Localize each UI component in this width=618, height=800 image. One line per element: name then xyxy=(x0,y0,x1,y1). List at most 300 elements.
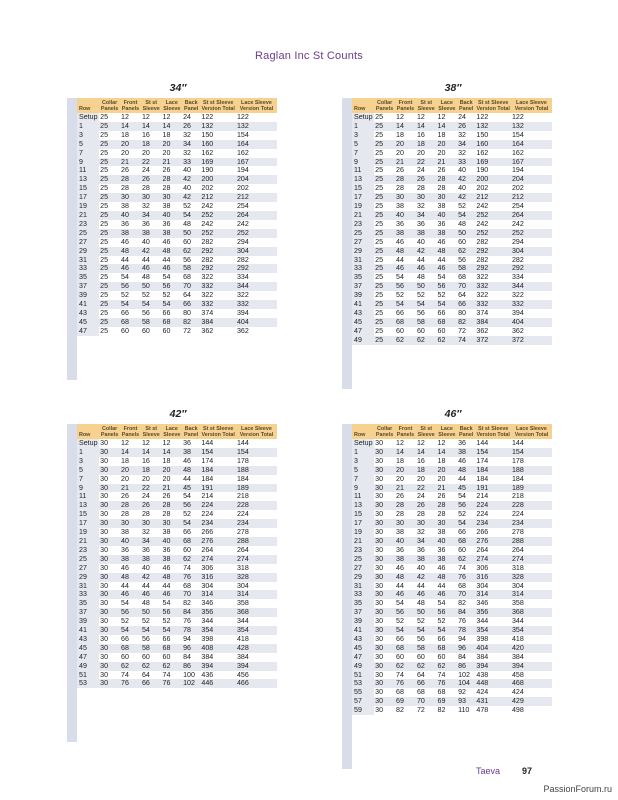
table-row xyxy=(352,309,552,318)
count-cell: 218 xyxy=(236,492,249,501)
count-cell: 38 xyxy=(141,555,162,564)
count-cell: 25 xyxy=(100,291,109,300)
count-cell: 84 xyxy=(182,608,200,617)
count-cell: 26 xyxy=(162,166,171,175)
count-cell: 48 xyxy=(437,573,458,582)
count-cell: 40 xyxy=(120,211,141,220)
count-cell: 38 xyxy=(395,555,416,564)
count-cell: 154 xyxy=(236,448,277,457)
count-cell: 28 xyxy=(121,184,129,193)
count-cell: 204 xyxy=(236,175,277,184)
count-cell: 30 xyxy=(99,466,120,475)
count-cell: 52 xyxy=(121,291,129,300)
count-cell: 18 xyxy=(141,466,162,475)
count-cell: 26 xyxy=(457,122,475,131)
count-cell: 252 xyxy=(200,229,236,238)
count-cell: 20 xyxy=(141,474,150,483)
row-number-cell: 17 xyxy=(352,193,374,202)
column-header: Row xyxy=(352,424,374,439)
header-row xyxy=(77,98,277,113)
column-header: Lace Sleeve xyxy=(438,100,456,112)
count-cell: 94 xyxy=(458,634,466,643)
count-cell: 20 xyxy=(437,148,446,157)
count-cell: 20 xyxy=(121,474,129,483)
count-cell: 30 xyxy=(375,528,384,537)
count-cell: 191 xyxy=(475,484,511,493)
column-header: St st Sleeve Version Total xyxy=(476,100,510,112)
count-cell: 62 xyxy=(416,336,437,345)
row-number-cell: 33 xyxy=(352,264,374,273)
table-row xyxy=(352,166,552,175)
count-cell: 33 xyxy=(182,158,200,167)
count-cell: 62 xyxy=(162,662,183,671)
count-cell: 30 xyxy=(374,466,395,475)
count-cell: 32 xyxy=(458,130,466,139)
count-cell: 26 xyxy=(416,501,437,510)
count-cell: 154 xyxy=(475,448,511,457)
count-cell: 32 xyxy=(141,202,150,211)
count-cell: 30 xyxy=(100,528,109,537)
count-cell: 38 xyxy=(437,528,446,537)
count-cell: 368 xyxy=(236,608,277,617)
stitch-count-table xyxy=(352,424,552,715)
count-cell: 332 xyxy=(475,282,511,291)
count-cell: 20 xyxy=(396,148,404,157)
count-cell: 68 xyxy=(437,644,458,653)
count-cell: 466 xyxy=(236,679,277,688)
count-cell: 54 xyxy=(121,273,129,282)
table-row xyxy=(352,184,552,193)
count-cell: 44 xyxy=(396,581,404,590)
table-row xyxy=(352,291,552,300)
count-cell: 26 xyxy=(416,175,437,184)
count-cell: 46 xyxy=(416,590,437,599)
table-row xyxy=(352,475,552,484)
count-cell: 20 xyxy=(395,466,416,475)
count-cell: 56 xyxy=(416,634,425,643)
table-row xyxy=(77,626,277,635)
table-row xyxy=(77,309,277,318)
table-row xyxy=(77,220,277,229)
row-number-cell: 5 xyxy=(77,466,99,475)
row-number-cell: 29 xyxy=(352,573,374,582)
count-cell: 30 xyxy=(374,519,395,528)
count-cell: 52 xyxy=(162,291,171,300)
count-cell: 372 xyxy=(511,336,552,345)
count-cell: 52 xyxy=(141,617,150,626)
count-cell: 25 xyxy=(375,308,384,317)
table-row xyxy=(77,457,277,466)
column-header: Lace Sleeve Version Total xyxy=(511,98,552,113)
count-cell: 48 xyxy=(141,273,150,282)
count-cell: 102 xyxy=(458,670,470,679)
count-cell: 30 xyxy=(100,474,109,483)
count-cell: 48 xyxy=(416,273,425,282)
table-row xyxy=(352,327,552,336)
table-row xyxy=(77,291,277,300)
row-number-cell: 39 xyxy=(352,291,374,300)
count-cell: 278 xyxy=(236,528,249,537)
count-cell: 288 xyxy=(511,537,552,546)
table-row xyxy=(77,653,277,662)
count-cell: 322 xyxy=(476,273,489,282)
row-number-cell: 23 xyxy=(77,546,99,555)
count-cell: 428 xyxy=(236,644,277,653)
count-cell: 16 xyxy=(141,130,150,139)
column-header: Back Panel xyxy=(459,426,474,438)
row-number-cell: 27 xyxy=(77,564,99,573)
row-number-cell: 11 xyxy=(352,166,374,175)
count-cell: 66 xyxy=(437,634,446,643)
table-row xyxy=(77,510,277,519)
count-cell: 25 xyxy=(100,237,109,246)
count-cell: 167 xyxy=(511,158,552,167)
count-cell: 60 xyxy=(183,545,191,554)
count-cell: 56 xyxy=(183,255,191,264)
count-cell: 30 xyxy=(374,626,395,635)
count-cell: 38 xyxy=(396,202,404,211)
row-number-cell: 55 xyxy=(352,688,374,697)
column-header: Back Panel xyxy=(459,100,474,112)
row-number-cell: 7 xyxy=(352,149,374,158)
count-cell: 294 xyxy=(236,237,249,246)
count-cell: 25 xyxy=(374,264,395,273)
count-cell: 66 xyxy=(457,300,475,309)
count-cell: 30 xyxy=(375,688,384,697)
count-cell: 52 xyxy=(416,617,425,626)
count-cell: 456 xyxy=(236,670,249,679)
count-cell: 46 xyxy=(162,590,183,599)
count-cell: 76 xyxy=(437,679,458,688)
count-cell: 48 xyxy=(141,599,150,608)
count-cell: 12 xyxy=(121,113,129,121)
row-number-cell: 23 xyxy=(352,546,374,555)
row-number-cell: 51 xyxy=(352,671,374,680)
count-cell: 44 xyxy=(437,581,446,590)
count-cell: 66 xyxy=(396,308,404,317)
row-number-cell: Setup xyxy=(79,439,98,447)
count-cell: 52 xyxy=(437,617,446,626)
count-cell: 189 xyxy=(511,484,552,493)
count-cell: 52 xyxy=(458,202,466,211)
count-cell: 40 xyxy=(416,563,425,572)
table-row xyxy=(352,492,552,501)
count-cell: 14 xyxy=(120,122,141,131)
count-cell: 20 xyxy=(162,140,183,149)
size-title: 34″ xyxy=(169,82,187,94)
count-cell: 21 xyxy=(395,158,416,167)
count-cell: 12 xyxy=(162,439,171,447)
count-cell: 184 xyxy=(511,474,524,483)
count-cell: 68 xyxy=(396,688,404,697)
count-cell: 46 xyxy=(162,237,171,246)
count-cell: 54 xyxy=(457,211,475,220)
count-cell: 18 xyxy=(396,456,404,465)
count-cell: 62 xyxy=(395,336,416,345)
count-cell: 58 xyxy=(182,264,200,273)
count-cell: 56 xyxy=(437,608,458,617)
row-number-cell: 15 xyxy=(77,510,99,519)
stitch-count-table xyxy=(77,424,277,688)
column-header: St st Sleeve xyxy=(417,100,435,112)
count-cell: 54 xyxy=(395,626,416,635)
row-number-cell: 11 xyxy=(352,492,374,501)
count-cell: 60 xyxy=(416,326,425,335)
count-cell: 224 xyxy=(236,510,249,519)
count-cell: 200 xyxy=(200,175,236,184)
count-cell: 394 xyxy=(236,308,249,317)
count-cell: 18 xyxy=(162,456,171,465)
table-row xyxy=(352,555,552,564)
count-cell: 25 xyxy=(375,202,384,211)
count-cell: 12 xyxy=(437,113,446,121)
count-cell: 30 xyxy=(374,501,395,510)
row-number-cell: 13 xyxy=(352,501,374,510)
count-cell: 25 xyxy=(374,158,395,167)
count-cell: 328 xyxy=(236,573,277,582)
count-cell: 332 xyxy=(511,300,552,309)
count-cell: 28 xyxy=(396,184,404,193)
count-cell: 25 xyxy=(375,148,384,157)
count-cell: 282 xyxy=(511,255,524,264)
count-cell: 30 xyxy=(100,581,109,590)
count-cell: 38 xyxy=(416,229,437,238)
table-row xyxy=(352,626,552,635)
count-cell: 52 xyxy=(416,291,425,300)
count-cell: 292 xyxy=(200,264,236,273)
count-cell: 25 xyxy=(100,326,109,335)
count-cell: 86 xyxy=(182,662,200,671)
count-cell: 242 xyxy=(201,202,214,211)
count-cell: 68 xyxy=(162,318,183,327)
count-cell: 48 xyxy=(162,247,183,256)
count-cell: 154 xyxy=(511,448,552,457)
row-number-cell: 11 xyxy=(77,166,99,175)
count-cell: 25 xyxy=(100,202,109,211)
count-cell: 44 xyxy=(183,474,191,483)
count-cell: 18 xyxy=(437,130,446,139)
row-number-cell: 43 xyxy=(352,309,374,318)
count-cell: 362 xyxy=(236,326,249,335)
row-number-cell: 47 xyxy=(352,653,374,662)
count-cell: 36 xyxy=(396,545,404,554)
row-number-cell: 1 xyxy=(77,122,99,131)
count-cell: 38 xyxy=(120,229,141,238)
row-shade xyxy=(342,424,352,769)
count-cell: 38 xyxy=(437,555,458,564)
table-row xyxy=(77,519,277,528)
count-cell: 46 xyxy=(437,264,458,273)
count-cell: 34 xyxy=(457,140,475,149)
count-cell: 20 xyxy=(437,474,446,483)
count-cell: 18 xyxy=(416,466,437,475)
row-number-cell: Setup xyxy=(79,113,98,121)
count-cell: 362 xyxy=(201,326,214,335)
count-cell: 52 xyxy=(458,510,466,519)
count-cell: 30 xyxy=(100,439,109,447)
count-cell: 288 xyxy=(236,537,277,546)
count-cell: 48 xyxy=(162,573,183,582)
count-cell: 44 xyxy=(437,255,446,264)
count-cell: 374 xyxy=(476,308,489,317)
count-cell: 25 xyxy=(375,219,384,228)
count-cell: 242 xyxy=(476,219,489,228)
count-cell: 278 xyxy=(511,528,524,537)
count-cell: 404 xyxy=(511,318,552,327)
count-cell: 202 xyxy=(201,184,214,193)
table-row xyxy=(352,113,552,122)
count-cell: 28 xyxy=(141,510,150,519)
count-cell: 46 xyxy=(416,264,437,273)
row-number-cell: 47 xyxy=(77,327,99,336)
row-number-cell: 37 xyxy=(352,608,374,617)
count-cell: 52 xyxy=(396,291,404,300)
count-cell: 234 xyxy=(200,519,236,528)
count-cell: 498 xyxy=(511,706,524,715)
count-cell: 25 xyxy=(99,193,120,202)
count-cell: 242 xyxy=(511,219,524,228)
count-cell: 30 xyxy=(99,644,120,653)
count-cell: 62 xyxy=(141,662,162,671)
count-cell: 54 xyxy=(121,599,129,608)
page-number: 97 xyxy=(522,766,533,776)
count-cell: 92 xyxy=(458,688,466,697)
count-cell: 282 xyxy=(476,237,489,246)
table-row xyxy=(352,220,552,229)
count-cell: 384 xyxy=(475,318,511,327)
count-cell: 56 xyxy=(395,608,416,617)
count-cell: 12 xyxy=(121,439,129,447)
page-title: Raglan Inc St Counts xyxy=(255,50,363,62)
count-cell: 54 xyxy=(120,300,141,309)
row-number-cell: 35 xyxy=(352,273,374,282)
count-cell: 26 xyxy=(121,166,129,175)
row-number-cell: 7 xyxy=(77,149,99,158)
table-row xyxy=(352,264,552,273)
count-cell: 394 xyxy=(200,662,236,671)
count-cell: 344 xyxy=(511,617,524,626)
count-cell: 21 xyxy=(120,484,141,493)
count-cell: 24 xyxy=(458,113,466,121)
count-cell: 132 xyxy=(236,122,277,131)
count-cell: 30 xyxy=(120,519,141,528)
count-cell: 40 xyxy=(458,184,466,193)
count-cell: 30 xyxy=(100,634,109,643)
count-cell: 358 xyxy=(236,599,249,608)
count-cell: 94 xyxy=(183,634,191,643)
count-cell: 36 xyxy=(437,545,446,554)
count-cell: 252 xyxy=(200,211,236,220)
row-number-cell: 37 xyxy=(77,282,99,291)
count-cell: 25 xyxy=(100,148,109,157)
count-cell: 26 xyxy=(182,122,200,131)
count-cell: 36 xyxy=(437,219,446,228)
count-cell: 18 xyxy=(437,456,446,465)
count-cell: 58 xyxy=(416,644,437,653)
count-cell: 40 xyxy=(395,537,416,546)
count-cell: 28 xyxy=(416,510,425,519)
column-header: Lace Sleeve xyxy=(163,100,181,112)
count-cell: 14 xyxy=(141,122,162,131)
count-cell: 54 xyxy=(416,300,437,309)
count-cell: 96 xyxy=(457,644,475,653)
count-cell: 372 xyxy=(475,336,511,345)
count-cell: 56 xyxy=(162,282,183,291)
count-cell: 30 xyxy=(375,492,384,501)
count-cell: 304 xyxy=(511,581,524,590)
count-cell: 22 xyxy=(141,484,162,493)
count-cell: 25 xyxy=(374,282,395,291)
table-row xyxy=(352,679,552,688)
table-row xyxy=(77,608,277,617)
count-cell: 304 xyxy=(476,581,489,590)
row-number-cell: 13 xyxy=(77,501,99,510)
count-cell: 184 xyxy=(476,474,489,483)
count-cell: 404 xyxy=(236,318,277,327)
row-number-cell: 29 xyxy=(352,247,374,256)
count-cell: 28 xyxy=(120,175,141,184)
count-cell: 25 xyxy=(99,282,120,291)
row-number-cell: 7 xyxy=(352,475,374,484)
count-cell: 30 xyxy=(374,537,395,546)
count-cell: 66 xyxy=(121,308,129,317)
row-number-cell: 43 xyxy=(77,309,99,318)
count-cell: 344 xyxy=(236,617,249,626)
count-cell: 25 xyxy=(374,318,395,327)
count-cell: 218 xyxy=(511,492,524,501)
count-cell: 68 xyxy=(437,318,458,327)
count-cell: 46 xyxy=(121,563,129,572)
column-header: Front Panels xyxy=(121,100,140,112)
count-cell: 314 xyxy=(236,590,277,599)
count-cell: 46 xyxy=(141,264,162,273)
count-cell: 60 xyxy=(458,545,466,554)
row-number-cell: 29 xyxy=(77,247,99,256)
count-cell: 394 xyxy=(475,662,511,671)
count-cell: 30 xyxy=(99,679,120,688)
count-cell: 60 xyxy=(141,326,150,335)
count-cell: 24 xyxy=(141,492,150,501)
row-number-cell: 21 xyxy=(352,537,374,546)
table-row xyxy=(77,229,277,238)
count-cell: 332 xyxy=(475,300,511,309)
count-cell: 62 xyxy=(437,662,458,671)
count-cell: 224 xyxy=(200,501,236,510)
column-header: Front Panels xyxy=(396,100,415,112)
count-cell: 30 xyxy=(374,555,395,564)
table-row xyxy=(352,193,552,202)
count-cell: 44 xyxy=(121,255,129,264)
row-number-cell: 35 xyxy=(352,599,374,608)
count-cell: 48 xyxy=(120,247,141,256)
count-cell: 25 xyxy=(99,264,120,273)
count-cell: 132 xyxy=(511,122,552,131)
count-cell: 424 xyxy=(476,688,489,697)
count-cell: 68 xyxy=(182,537,200,546)
count-cell: 314 xyxy=(475,590,511,599)
table-row xyxy=(352,484,552,493)
count-cell: 12 xyxy=(162,113,171,121)
count-cell: 48 xyxy=(395,247,416,256)
count-cell: 20 xyxy=(162,466,183,475)
count-cell: 25 xyxy=(99,175,120,184)
count-cell: 44 xyxy=(162,255,171,264)
count-cell: 54 xyxy=(437,626,458,635)
count-cell: 28 xyxy=(437,184,446,193)
size-table-34 xyxy=(67,82,277,382)
count-cell: 30 xyxy=(375,634,384,643)
count-cell: 48 xyxy=(395,573,416,582)
